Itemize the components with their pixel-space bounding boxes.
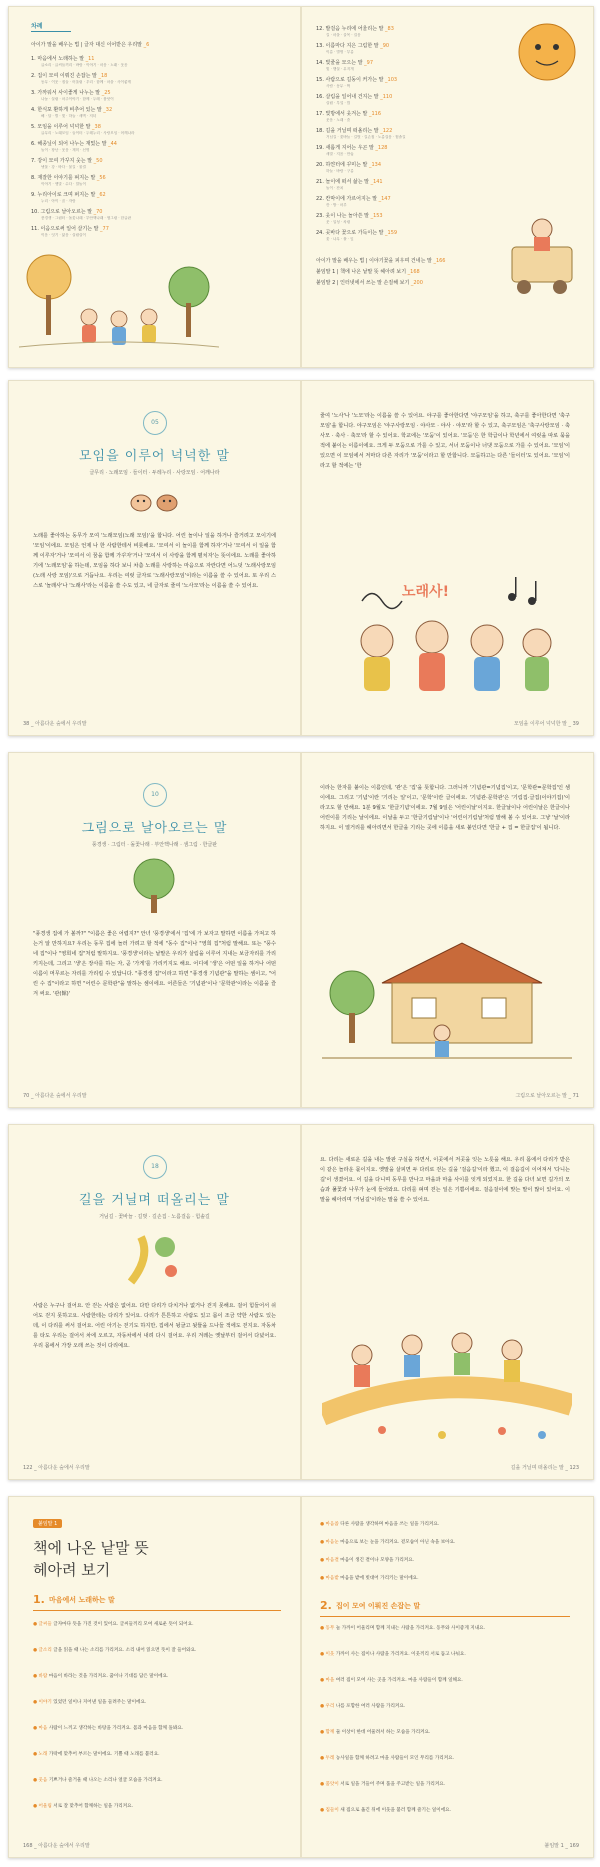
glossary-item [33,1751,281,1759]
bullet-icon: ● [320,1540,325,1545]
chapter-title: 길을 거닐며 떠올리는 말 [79,1193,230,1208]
bullet-icon: ● [33,1778,38,1783]
section2-header [320,1599,570,1617]
glossary-item [33,1647,281,1655]
toc-outro-page: _200 [410,280,423,286]
toc-left-illustration [19,247,219,357]
folio-left: 70 _ 아름다운 숲에서 우리말 [23,1093,87,1099]
section2-rule [320,1616,570,1617]
glossary-keyword: 우리 [325,1704,335,1709]
toc-entry-title: 살림을 일어내 건지는 말 [325,94,379,100]
chapter05-left-body: 노래를 좋아하는 동무가 모여 '노래모임(노래 모임)'을 합니다. 어린 놀이나 일을 하거나 즐거려고 모이기에 '모임'이에요. 모임은 언제 나 한 사람한테서 비롯해요. '모여서 이 놀이를 함께 하자'거나 '모여서 이 일을 함께 이루자'거나 '모여서 이 꿈을 함께 가꾸자'거나 '모여서 이 사랑을 함께 펼치자'는 뜻이에요. 노래를 좋아하기에 '노래모임'을 하는데, 모임을 하다 보니 차츰 노래를 사랑하는 마음으로 자란다면 어느덧 '노래사랑모임(노래 사랑 모임)'으로 거듭나요. 우리는 여럿 글자로 '노래사랑모임'이라는 이름을 쓸 수 있어요. 또 우리 스스로 '놀래사'나 '노래사'라는 이름을 쓸 수도 있고, 네 글자로 줄여 '노사모'라는 이름을 쓸 수 있어요. [33,533,276,589]
bullet-icon: ● [33,1804,38,1809]
section1-title: 마음에서 노래하는 말 [49,1596,115,1604]
chapter-subtitle: 글무리 · 노래모임 · 들이터 · 두레누리 · 사랑모임 · 어깨나라 [89,470,220,476]
glossary-definition: 마음으로 보는 눈을 가리켜요. 겉모습이 아닌 속을 보아요. [340,1540,456,1545]
toc-entry[interactable] [31,55,95,62]
chapter05-left-page [9,381,300,735]
toc-entry-page: _32 [103,107,113,113]
toc-entry-keywords: 하늘 · 바람 · 구름 [326,169,354,173]
toc-intro-page: _6 [143,42,150,48]
section2-number: 2. [320,1599,332,1612]
glossary-definition: 새 집으로 옮긴 뒤에 이웃을 불러 함께 즐기는 일이에요. [340,1808,452,1813]
bullet-icon: ● [33,1622,38,1627]
toc-outro-page: _166 [433,258,446,264]
appendix-title-line2: 헤아려 보기 [33,1561,111,1579]
toc-entry-page: _153 [370,213,383,219]
toc-entry[interactable] [316,76,397,83]
toc-entry[interactable] [31,174,106,181]
toc-intro-title: 아이가 말을 배우는 법 | 글자 대신 이어받은 우리말 [31,42,143,48]
toc-entry-keywords: 이름 · 별명 · 부름 [326,50,354,54]
toc-entry-number: 4. [31,107,36,113]
toc-entry[interactable] [31,191,106,198]
glossary-keyword: 마을 [325,1678,335,1683]
glossary-keyword: 바람 [38,1674,48,1679]
toc-entry-title: 빛방에서 웃겨는 말 [325,111,368,117]
glossary-definition: 마음을 밭에 빗대어 가리키는 말이에요. [340,1576,419,1581]
toc-entry-page: _77 [100,226,109,232]
chapter18-left-body: 사람은 누구나 걸어요. 안 걷는 사람은 없어요. 다만 다리가 다치거나 없거나 걷지 못해요. 걸어 힘들어서 쉬어도 걷지 못하고요. 사람한테는 다리가 있어요. 다리가 튼튼하고 사람도 있고 몸이 조금 약한 사람도 있는데, 이 다리를 써서 걸어요. 어린 아기는 걷기도 하지만, 집에서 뒹굴고 뒷뜰을 드나들 적에도 걷지요. 자동차를 타도 우리는 걸어서 차에 오르고, 자동차에서 내려 다시 걸어요. 우리 겨레는 옛날부터 걸어서 다녔어요. 우리 몸에서 가장 오래 쓰는 것이 다리예요. [33,1303,276,1349]
folio-right: 모임을 이루어 넉넉한 말 _ 39 [513,721,579,727]
toc-entry-page: _103 [385,77,398,83]
glossary-item [320,1521,570,1529]
toc-entry-page: _18 [98,73,108,79]
chapter-title: 그림으로 날아오르는 말 [81,821,228,836]
bullet-icon: ● [320,1782,325,1787]
toc-entry-number: 1. [31,56,36,62]
toc-entry-number: 18. [316,128,324,134]
toc-entry[interactable] [31,89,111,96]
folio-left: 168 _ 아름다운 숲에서 우리말 [23,1843,90,1849]
toc-entry-title: 한식포 환하게 비추어 있는 말 [37,107,102,113]
section1-header [33,1593,281,1611]
toc-entry-keywords: 해 · 달 · 별 · 빛 · 하늘 · 새벽 · 저녁 [41,114,97,118]
toc-left-page [9,7,300,367]
section1-rule [33,1610,281,1611]
toc-entry-number: 7. [31,158,36,164]
toc-entry-number: 10. [31,209,39,215]
toc-entry[interactable] [316,110,381,117]
toc-label: 차례 [31,23,43,30]
toc-entry-number: 3. [31,90,36,96]
glossary-item [33,1803,281,1811]
toc-entry-page: _97 [364,60,374,66]
toc-entry-keywords: 새말 · 지음 · 만듦 [326,152,354,156]
toc-entry[interactable] [316,42,389,49]
glossary-definition: 둘 이상이 한데 어울려서 하는 모습을 가리켜요. [335,1730,431,1735]
toc-entry-page: _122 [380,128,393,134]
glossary-keyword: 마음눈 [325,1540,339,1545]
toc-entry-number: 2. [31,73,36,79]
glossary-item [33,1699,281,1707]
toc-entry-keywords: 누리 · 아이 · 꿈 · 자람 [41,199,76,203]
toc-entry[interactable] [316,93,392,100]
walking-children-illustration [322,1295,572,1445]
bullet-icon: ● [320,1808,325,1813]
bullet-icon: ● [33,1726,38,1731]
chapter05-right-page [302,381,593,735]
chapter-number: 10 [143,783,167,807]
bullet-icon: ● [33,1648,38,1653]
toc-entry-page: _134 [368,162,382,168]
bullet-icon: ● [320,1704,325,1709]
glossary-item [33,1725,281,1733]
toc-entry[interactable] [31,123,101,130]
folio-left [23,353,25,359]
spread-chapter-18 [8,1124,594,1480]
toc-entry[interactable] [31,157,103,164]
toc-entry[interactable] [31,225,109,232]
glossary-definition: 가락에 맞추어 부르는 말이에요. 기쁠 때 노래를 불러요. [48,1752,160,1757]
toc-entry-title: 칸막이에 가르어지는 말 [325,196,378,202]
spread-chapter-05 [8,380,594,736]
glossary-definition: 사람이 느끼고 생각하는 바탕을 가리켜요. 몸과 마음을 함께 돌봐요. [48,1726,184,1731]
toc-entry-page: _56 [96,175,106,181]
toc-entry-keywords: 살림 · 부엌 · 밥 [326,101,351,105]
illustration-caption: 노래사! [402,584,449,600]
toc-entry-keywords: 글무리 · 노래모임 · 들이터 · 두레누리 · 사랑모임 · 어깨나라 [41,131,135,135]
glossary-keyword: 이웃 [325,1652,335,1657]
toc-entry-title: 집이 모여 이뤄진 손잡는 말 [37,73,97,79]
toc-entry-page: _62 [96,192,106,198]
toc-entry-number: 9. [31,192,36,198]
glossary-definition: 마음이 생긴 결이나 모양을 가리켜요. [340,1558,415,1563]
glossary-item [320,1781,570,1789]
section1-number: 1. [33,1593,45,1606]
glossary-item [320,1755,570,1763]
toc-entry[interactable] [316,144,387,151]
glossary-definition: 늘 가까이 어울리며 함께 지내는 사람을 가리켜요. 동무와 사이좋게 지내요. [335,1626,486,1631]
toc-entry-keywords: 빛 · 햇살 · 무지개 [326,67,354,71]
toc-entry[interactable] [316,25,394,32]
glossary-definition: 글을 읽을 때 나는 소리를 가리켜요. 소리 내어 읽으면 뜻이 잘 들어와요. [53,1648,197,1653]
toc-entry-title: 발걸음 누리에 어울리는 말 [325,26,384,32]
chapter05-right-body: 줄여 '노사'나 '노모'라는 이름을 쓸 수 있어요. 야구를 좋아한다면 '야구모임'을 하고, 축구를 좋아한다면 '축구 모임'을 합니다. 야구모임은 '야구사랑모임 · 야사모 · 야사 · 야모'라 할 수 있고, 축구모임은 '축구사랑모임 · 축사모 · 축사 · 축모'라 할 수 있어요. 학교에는 '모둠'이 있어요. '모둠'은 한 학급이나 학년에서 여럿을 따로 묶을 적에 붙이는 이름이에요. 크게 두 모둠으로 가를 수 있고, 서너 모둠이나 너댓 모둠으로 가를 수 있어요. '모임'이 있으면 이 모임에서 저마다 다른 자리가 '모둠'이라고 할 만합니다. 모둠하고는 다른 '들이터'도 있어요. '모임'이라고 할 적에는 '한 [320,413,570,469]
spread-table-of-contents [8,6,594,368]
toc-entry[interactable] [316,127,392,134]
glossary-keyword: 글소리 [38,1648,52,1653]
toc-entry-page: _38 [92,124,101,130]
chapter10-right-page [302,753,593,1107]
chapter10-left-page [9,753,300,1107]
section2-title: 집이 모여 이뤄진 손잡는 말 [336,1602,421,1610]
glossary-item [33,1777,281,1785]
toc-entry[interactable] [31,72,107,79]
toc-entry-title: 하얀터에 꾸미는 말 [325,162,368,168]
toc-entry-keywords: 거님길 · 꽃바늘 · 길벗 · 길손집 · 노름걸음 · 힘솔길 [326,135,406,139]
glossary-keyword: 글씨들 [38,1622,52,1627]
glossary-item [320,1729,570,1737]
folio-right: 붙임말 1 _ 169 [544,1843,579,1849]
toc-entry-number: 22. [316,196,324,202]
toc-entry-number: 6. [31,141,36,147]
glossary-keyword: 어울림 [38,1804,52,1809]
toc-entry-page: _70 [93,209,103,215]
toc-entry-number: 17. [316,111,324,117]
toc-entry-number: 21. [316,179,324,185]
glossary-keyword: 마음밭 [325,1576,339,1581]
toc-entry[interactable] [316,59,373,66]
toc-entry-title: 마음에서 노래하는 말 [37,56,85,62]
glossary-item [320,1677,570,1685]
glossary-definition: 나를 포함한 여러 사람을 가리켜요. [335,1704,406,1709]
toc-outro-title: 붙임말 2 | 인터넷에서 쓰는 말 손질해 보기 [316,280,410,286]
toc-entry-number: 23. [316,213,324,219]
toc-entry-page: _141 [370,179,383,185]
glossary-keyword: 함께 [325,1730,335,1735]
glossary-keyword: 동무 [325,1626,335,1631]
chapter10-right-body: 이라는 한자를 붙이는 이름인데, '관'은 '집'을 뜻합니다. 그러니까 '기념관=기념집'이고, '문학관=문학집'인 셈이에요. 그리고 '기념'이란 '기리는 일'이고, '문학'이란 글이에요. '기념관·문학관'은 '기림집·글집(이야기집)'이라고도 할 만해요. 1분 9월도 '한글기념'이에요. 7월 9일은 '어린이날'이지요. 한글날이나 어린이날은 한글이나 어린이를 기리는 날이에요. 이날을 두고 '한글기림날'이나 '어린이기림날'처럼 말해 볼 수 있어요. 그냥 '날'이라 하지요. 이 열거리를 헤아리면서 한글을 기리는 곳에 이름을 새로 붙인다면 '한글 + 집 = 한글집'이 됩니다. [320,785,570,831]
toc-entry-title: 강이 모여 가꾸지 웃는 말 [37,158,93,164]
toc-entry-keywords: 꽃 · 나무 · 풀 · 잎 [326,237,354,241]
toc-entry-number: 12. [316,26,324,32]
toc-entry-keywords: 이음 · 잇기 · 닮음 · 살림살이 [41,233,86,237]
chapter18-right-body: 요. 다리는 새로운 길을 내는 발판 구실을 하면서, 이곳에서 저곳을 잇는 노릇을 해요. 우리 몸에서 다리가 받은 이 같은 놀라운 몫이지요. 옛말을 살피면 두 다리로 걷는 길을 '걸음길'이라 했고, 이 걸음길이 이어져서 '다니는 길'이 생겼어요. 이 길을 다니며 동무를 만나고 마을과 마을 사이를 잇게 되었지요. 한 길을 다녀 보면 길가의 모습과 풀꽃과 나무가 눈에 들어와요. 다리를 펴며 걷는 일은 기쁨이에요. 걸음걸이에 맞는 말이 많이 있어요. 이 말을 헤아리며 '거님길'이라는 말을 쓸 수 있어요. [320,1157,570,1203]
toc-entry[interactable] [31,140,117,147]
toc-entry[interactable] [316,161,381,168]
toc-entry-title: 새롭게 지어는 우곤 말 [325,145,374,151]
glossary-definition: 농사일을 함께 하려고 마을 사람들이 모인 무리를 가리켜요. [335,1756,455,1761]
toc-entry[interactable] [316,229,397,236]
bullet-icon: ● [320,1730,325,1735]
bullet-icon: ● [320,1626,325,1631]
toc-entry[interactable] [316,212,383,219]
toc-entry-number: 11. [31,226,39,232]
glossary-keyword: 마음 [38,1726,48,1731]
chapter-subtitle: 풍경생 · 그림터 · 돌꽃나래 · 부안핵나래 · 샘그림 · 한글판 [91,842,218,848]
toc-right-top-illustration [502,17,587,87]
toc-entry-title: 재잘한 이야기를 펴지는 말 [37,175,96,181]
appendix-left-page [9,1497,300,1857]
toc-entry-title: 이음으로써 일어 살기는 말 [40,226,99,232]
toc-entry-page: _11 [85,56,95,62]
toc-entry-keywords: 칸 · 방 · 마루 [326,203,347,207]
toc-entry-number: 24. [316,230,324,236]
toc-entry-keywords: 풍경생 · 그림터 · 돌꽃나래 · 부안핵나래 · 샘그림 · 한글판 [41,216,132,220]
toc-entry-page: _116 [368,111,382,117]
toc-entry-title: 해종닢이 되어 나누는 재밌는 말 [37,141,107,147]
glossary-definition: 서로 잘 맞추어 함께하는 일을 가리켜요. [53,1804,134,1809]
animals-illustration [127,485,183,515]
bullet-icon: ● [320,1756,325,1761]
toc-entry-title: 곳바다 꽃으로 가득이는 말 [325,230,384,236]
bullet-icon: ● [320,1678,325,1683]
toc-entry-page: _90 [380,43,390,49]
path-illustration [121,1227,187,1287]
glossary-keyword: 노래 [38,1752,48,1757]
folio-right: 길을 거닐며 떠올리는 말 _ 123 [510,1465,579,1471]
toc-entry-keywords: 동무 · 이웃 · 집들 · 어울림 · 우리 · 함께 · 마을 · 사이좋게 [41,80,131,84]
toc-entry-number: 15. [316,77,324,83]
toc-entry-title: 모임을 이루어 넉넉한 말 [37,124,91,130]
toc-label-line [31,31,71,32]
glossary-keyword: 웃음 [38,1778,48,1783]
toc-entry-number: 13. [316,43,324,49]
glossary-definition: 다른 사람을 생각하며 마음을 쓰는 일을 가리켜요. [340,1522,440,1527]
toc-entry-keywords: 놀이 · 장난 · 웃음 · 재미 · 신명 [41,148,90,152]
folio-right [577,353,579,359]
toc-entry-page: _83 [385,26,394,32]
chapter-subtitle: 거님길 · 꽃바늘 · 길벗 · 길손집 · 노름걸음 · 힘솔길 [99,1214,210,1220]
toc-entry-keywords: 나눔 · 살림 · 마주이야기 · 함께 · 두레 · 품앗이 [41,97,114,101]
chapter-number: 18 [143,1155,167,1179]
appendix-right-page [302,1497,593,1857]
chapter-number: 05 [143,411,167,435]
toc-outro-page: _168 [407,269,420,275]
toc-right-page [302,7,593,367]
toc-entry[interactable] [316,195,391,202]
toc-entry-number: 8. [31,175,36,181]
toc-entry-number: 14. [316,60,324,66]
toc-entry-keywords: 글소리 · 글씨들끼리 · 바람 · 이야기 · 마음 · 노래 · 웃음 [41,63,128,67]
glossary-keyword: 두레 [325,1756,335,1761]
chapter18-left-page [9,1125,300,1479]
toc-outro-title: 붙임말 1 | 책에 나온 낱말 뜻 헤아려 보기 [316,269,407,275]
toc-entry-page: _110 [380,94,393,100]
glossary-item [320,1539,570,1547]
toc-entry-keywords: 놀이 · 잔치 [326,186,344,190]
toc-entry[interactable] [31,208,103,215]
glossary-definition: 글자마다 뜻을 가진 것이 있어요. 글씨들끼리 모여 새로운 뜻이 되어요. [53,1622,194,1627]
appendix-badge: 붙임말 1 [33,1519,62,1528]
folio-left: 38 _ 아름다운 숲에서 우리말 [23,721,87,727]
toc-entry-page: _159 [385,230,398,236]
chapter18-right-page [302,1125,593,1479]
glossary-definition: 마음이 바라는 것을 가리켜요. 꿈이나 기대를 담은 말이에요. [48,1674,169,1679]
toc-entry-page: _25 [101,90,111,96]
glossary-item [320,1625,570,1633]
toc-entry-title: 이름마다 지은 그림한 말 [325,43,379,49]
glossary-keyword: 집들이 [325,1808,339,1813]
toc-entry-title: 가까워서 사이좋게 나누는 말 [37,90,101,96]
toc-entry-title: 누리아이로 크며 퍼지는 말 [37,192,96,198]
toc-intro[interactable] [31,41,149,48]
bullet-icon: ● [33,1752,38,1757]
toc-entry-number: 5. [31,124,36,130]
glossary-definition: 기쁘거나 즐거울 때 나오는 소리나 얼굴 모습을 가리켜요. [48,1778,163,1783]
glossary-item [33,1621,281,1629]
glossary-definition: 있었던 일이나 지어낸 일을 들려주는 말이에요. [53,1700,147,1705]
glossary-keyword: 품앗이 [325,1782,339,1787]
toc-entry[interactable] [316,178,383,185]
glossary-keyword: 마음씀 [325,1522,339,1527]
toc-entry-title: 그림으로 날아오르는 말 [40,209,93,215]
toc-entry-number: 20. [316,162,324,168]
toc-entry-title: 웃이 나는 놀아쓴 말 [325,213,369,219]
spread-chapter-10 [8,752,594,1108]
spread-appendix-1 [8,1496,594,1858]
glossary-item [320,1575,570,1583]
toc-entry-number: 16. [316,94,324,100]
toc-entry-title: 길을 거닐며 떠올리는 말 [325,128,379,134]
toc-entry[interactable] [31,106,112,113]
glossary-definition: 여러 집이 모여 사는 곳을 가리켜요. 마을 사람들이 함께 일해요. [335,1678,463,1683]
glossary-definition: 서로 일을 거들어 주며 품을 주고받는 일을 가리켜요. [340,1782,446,1787]
toc-entry-page: _50 [93,158,103,164]
toc-outro-entry[interactable] [316,279,423,286]
toc-entry-number: 19. [316,145,324,151]
glossary-keyword: 이야기 [38,1700,52,1705]
chapter10-left-body: "풍경생 집에 가 볼까?" "이름은 좋은 어렵지?" 안녀 '풍경생'에서 '집'에 가 보자고 말하면 이름을 가져고 하는거 알 만하지요? 우리는 동무 집에 놀러 가려고 할 적에 "동수 집"이나 "영희 집"처럼 말해요. 또는 "풍수네 집"이나 "영희네 집"처럼 말하지요. '풍경생'이라는 낱말은 우리가 살림을 이루어 지내는 보금자리를 가리키지는데, 그리고 '생'은 장사를 하는 자, 곧 '가게'를 가리키지도 해요. 어디에 '생'은 어떤 일을 하거나 어떤 이름이 머무르는 자리를 가리킬 수 있답니다. "풍경생 집"이라고 하면 "풍경생 기념관"을 말하는 셈이고, "어린 수 집"이라고 하면 "어린수 문학관"을 말하는 셈이에요. 어른들은 '기념관'이나 '문학관'이라는 이름을 즐겨 써요. '관(館)' [33,931,276,997]
toc-entry-keywords: 웃 · 입성 · 차림 [326,220,351,224]
toc-entry-keywords: 사람 · 동무 · 짝 [326,84,351,88]
glossary-item [320,1557,570,1565]
toc-entry-page: _147 [378,196,391,202]
appendix-title-line1: 책에 나온 낱말 뜻 [33,1539,149,1557]
glossary-item [320,1807,570,1815]
bullet-icon: ● [33,1674,38,1679]
toc-outro-title: 아이가 말을 배우는 법 | 이야기꽃을 피우며 건네는 말 [316,258,432,264]
bullet-icon: ● [320,1558,325,1563]
folio-right: 그림으로 날아오르는 말 _ 71 [515,1093,579,1099]
toc-entry-keywords: 냇물 · 강 · 바다 · 물길 · 물결 [41,165,86,169]
bullet-icon: ● [33,1700,38,1705]
bullet-icon: ● [320,1522,325,1527]
glossary-keyword: 마음결 [325,1558,339,1563]
folio-left: 122 _ 아름다운 숲에서 우리말 [23,1465,90,1471]
glossary-definition: 가까이 사는 집이나 사람을 가리켜요. 이웃끼리 서로 돕고 나눠요. [335,1652,466,1657]
toc-right-illustration [502,207,587,297]
chapter-title: 모임을 이루어 넉넉한 말 [79,449,230,464]
glossary-item [320,1703,570,1711]
house-illustration [322,923,572,1063]
toc-entry-title: 빛줄을 모으는 말 [325,60,363,66]
glossary-item [320,1651,570,1659]
toc-entry-page: _128 [375,145,388,151]
glossary-item [33,1673,281,1681]
bullet-icon: ● [320,1576,325,1581]
toc-entry-keywords: 길 · 마을 · 골목 · 걸음 [326,33,361,37]
toc-entry-page: _44 [108,141,117,147]
toc-outro-entry[interactable] [316,268,420,275]
toc-entry-title: 놀이에 떠서 삶는 말 [325,179,369,185]
toc-outro-entry[interactable] [316,257,445,264]
toc-entry-title: 사람으로 길동이 커가는 말 [325,77,384,83]
toc-entry-keywords: 웃음 · 노래 · 춤 [326,118,351,122]
bullet-icon: ● [320,1652,325,1657]
toc-entry-keywords: 이야기 · 옛말 · 수다 · 말놀이 [41,182,86,186]
tree-illustration [121,855,187,915]
